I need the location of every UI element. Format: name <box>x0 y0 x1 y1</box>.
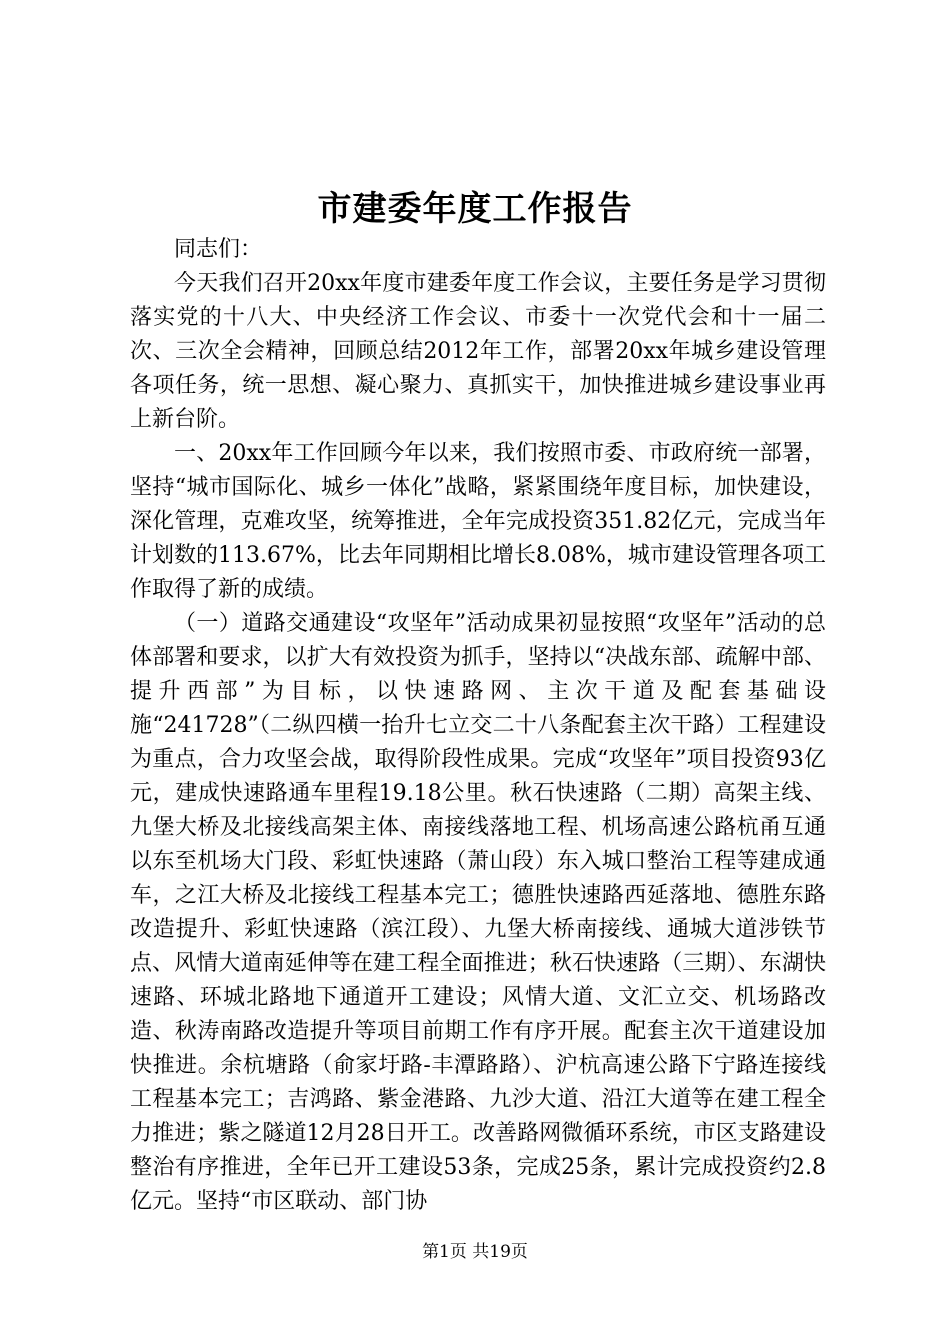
salutation: 同志们： <box>174 237 263 262</box>
paragraph-road-construction: （一）道路交通建设“攻坚年”活动成果初显按照“攻坚年”活动的总体部署和要求，以扩大有效投资为抓手，坚持以“决战东部、疏解中部、提升西部”为目标，以快速路网、主次干道及配套基础设施“241728”（二纵四横一抬升七立交二十八条配套主次干路）工程建设为重点，合力攻坚会战，取得阶段性成果。完成“攻坚年”项目投资93亿元，建成快速路通车里程19.18公里。秋石快速路（二期）高架主线、九堡大桥及北接线高架主体、南接线落地工程、机场高速公路杭甬互通以东至机场大门段、彩虹快速路（萧山段）东入城口整治工程等建成通车，之江大桥及北接线工程基本完工；德胜快速路西延落地、德胜东路改造提升、彩虹快速路（滨江段）、九堡大桥南接线、通城大道涉铁节点、风情大道南延伸等在建工程全面推进；秋石快速路（三期）、东湖快速路、环城北路地下通道开工建设；风情大道、文汇立交、机场路改造、秋涛南路改造提升等项目前期工作有序开展。配套主次干道建设加快推进。余杭塘路（俞家圩路-丰潭路路）、沪杭高速公路下宁路连接线工程基本完工；吉鸿路、紫金港路、九沙大道、沿江大道等在建工程全力推进；紫之隧道12月28日开工。改善路网微循环系统，市区支路建设整治有序推进，全年已开工建设53条，完成25条，累计完成投资约2.8亿元。坚持“市区联动、部门协 <box>130 611 826 1214</box>
paragraph-review: 一、20xx年工作回顾今年以来，我们按照市委、市政府统一部署，坚持“城市国际化、城乡一体化”战略，紧紧围绕年度目标，加快建设，深化管理，克难攻坚，统筹推进，全年完成投资351.82亿元，完成当年计划数的113.67%，比去年同期相比增长8.08%，城市建设管理各项工作取得了新的成绩。 <box>130 441 826 602</box>
document-body <box>130 233 826 1219</box>
paragraph-intro: 今天我们召开20xx年度市建委年度工作会议，主要任务是学习贯彻落实党的十八大、中央经济工作会议、市委十一次党代会和十一届二次、三次全会精神，回顾总结2012年工作，部署20xx年城乡建设管理各项任务，统一思想、凝心聚力、真抓实干，加快推进城乡建设事业再上新台阶。 <box>130 271 826 432</box>
document-title: 市建委年度工作报告 <box>317 189 633 229</box>
page-footer: 第1页 共19页 <box>422 1242 528 1262</box>
